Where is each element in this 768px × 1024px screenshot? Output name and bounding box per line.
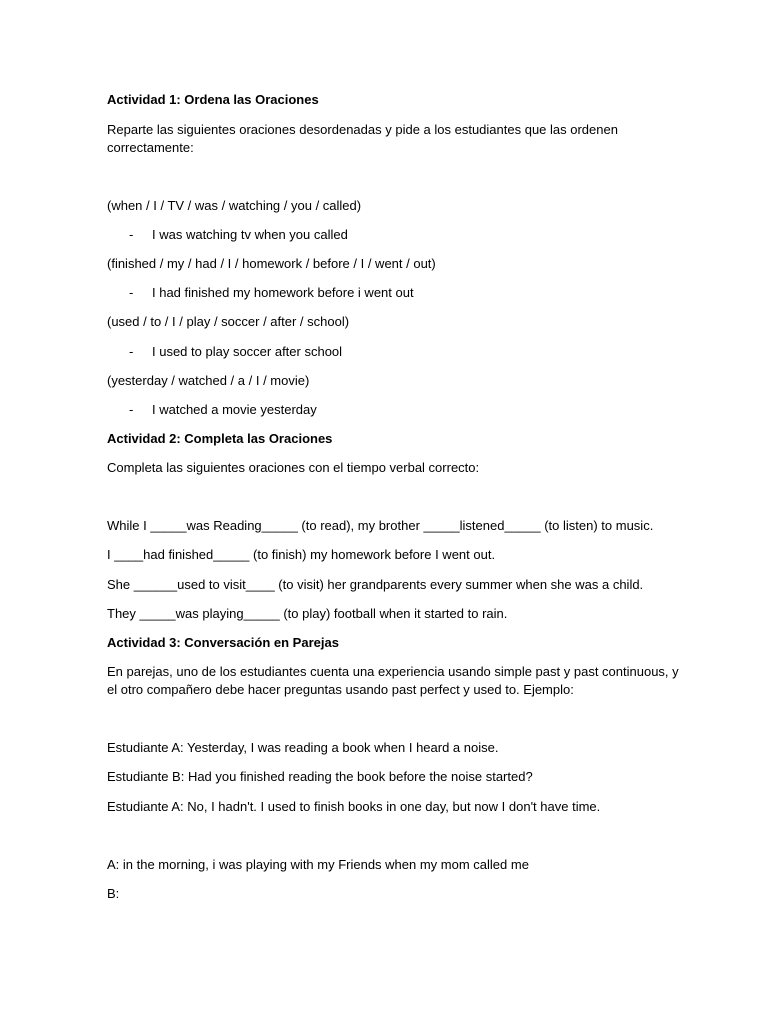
bullet-dash: - <box>129 344 134 359</box>
activity2-sentence-3: She ______used to visit____ (to visit) her grandparents every summer when she was a child. <box>107 577 644 592</box>
activity2-instructions: Completa las siguientes oraciones con el tiempo verbal correcto: <box>107 460 480 475</box>
activity3-example-3: Estudiante A: No, I hadn't. I used to finish books in one day, but now I don't have time. <box>107 799 601 814</box>
activity1-answer-2: I had finished my homework before i went out <box>152 285 414 300</box>
activity1-title: Actividad 1: Ordena las Oraciones <box>107 92 319 107</box>
bullet-dash: - <box>129 227 134 242</box>
activity1-prompt-1: (when / I / TV / was / watching / you / called) <box>107 198 362 213</box>
activity2-sentence-4: They _____was playing_____ (to play) football when it started to rain. <box>107 606 508 621</box>
activity1-answer-4: I watched a movie yesterday <box>152 402 317 417</box>
activity3-title: Actividad 3: Conversación en Parejas <box>107 635 339 650</box>
bullet-dash: - <box>129 402 134 417</box>
activity3-instructions-line1: En parejas, uno de los estudiantes cuenta una experiencia usando simple past y past continuous, y <box>107 664 679 679</box>
activity1-instructions-line1: Reparte las siguientes oraciones desordenadas y pide a los estudiantes que las ordenen <box>107 122 618 137</box>
activity3-example-2: Estudiante B: Had you finished reading the book before the noise started? <box>107 769 533 784</box>
activity3-response-b: B: <box>107 886 120 901</box>
bullet-dash: - <box>129 285 134 300</box>
activity1-instructions-line2: correctamente: <box>107 140 194 155</box>
activity2-sentence-2: I ____had finished_____ (to finish) my homework before I went out. <box>107 547 496 562</box>
activity3-response-a: A: in the morning, i was playing with my Friends when my mom called me <box>107 857 529 872</box>
activity1-answer-3: I used to play soccer after school <box>152 344 343 359</box>
activity3-example-1: Estudiante A: Yesterday, I was reading a book when I heard a noise. <box>107 740 499 755</box>
activity1-answer-1: I was watching tv when you called <box>152 227 348 242</box>
activity2-title: Actividad 2: Completa las Oraciones <box>107 431 333 446</box>
activity2-sentence-1: While I _____was Reading_____ (to read), my brother _____listened_____ (to listen) to music. <box>107 518 654 533</box>
activity1-prompt-4: (yesterday / watched / a / I / movie) <box>107 373 310 388</box>
activity1-prompt-3: (used / to / I / play / soccer / after / school) <box>107 314 350 329</box>
activity3-instructions-line2: el otro compañero debe hacer preguntas usando past perfect y used to. Ejemplo: <box>107 682 574 697</box>
activity1-prompt-2: (finished / my / had / I / homework / before / I / went / out) <box>107 256 436 271</box>
